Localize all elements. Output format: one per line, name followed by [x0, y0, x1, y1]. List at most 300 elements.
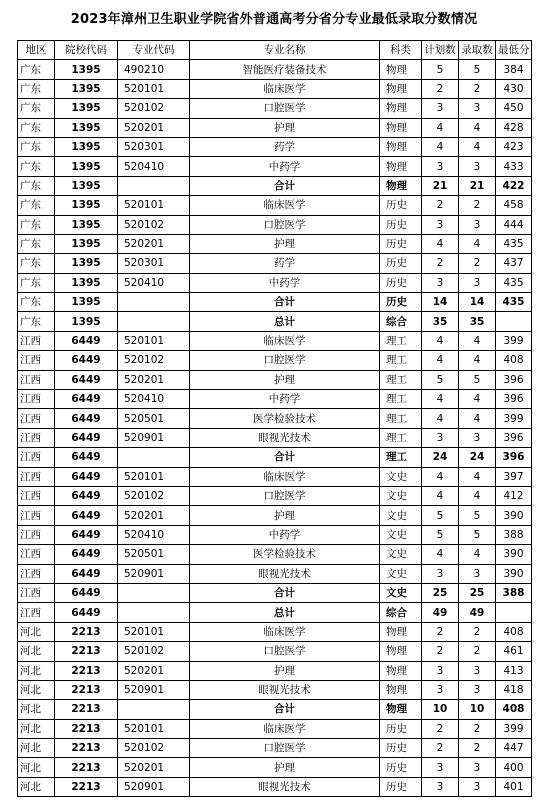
major-name-cell: 眼视光技术 [190, 564, 380, 583]
plan-count-cell: 3 [422, 99, 459, 118]
major-code-cell: 520101 [118, 79, 190, 98]
admitted-count-cell: 4 [459, 390, 496, 409]
plan-count-cell: 2 [422, 739, 459, 758]
plan-count-cell: 5 [422, 525, 459, 544]
admitted-count-cell: 2 [459, 719, 496, 738]
major-code-cell: 520102 [118, 739, 190, 758]
min-score-cell: 390 [496, 564, 532, 583]
major-name-cell: 临床医学 [190, 719, 380, 738]
plan-count-cell: 21 [422, 176, 459, 195]
region-cell: 河北 [18, 661, 55, 680]
region-cell: 广东 [18, 157, 55, 176]
table-row [18, 409, 532, 428]
region-cell: 江西 [18, 448, 55, 467]
major-name-cell: 中药学 [190, 390, 380, 409]
category-cell: 物理 [380, 642, 422, 661]
plan-count-cell: 3 [422, 157, 459, 176]
table-row [18, 603, 532, 622]
region-cell: 广东 [18, 79, 55, 98]
table-row [18, 739, 532, 758]
category-cell: 历史 [380, 234, 422, 253]
table-row [18, 700, 532, 719]
table-row [18, 331, 532, 350]
min-score-cell: 396 [496, 390, 532, 409]
plan-count-cell: 24 [422, 448, 459, 467]
major-name-cell: 口腔医学 [190, 215, 380, 234]
major-code-cell: 520101 [118, 196, 190, 215]
table-row [18, 758, 532, 777]
major-code-cell: 520101 [118, 331, 190, 350]
plan-count-cell: 4 [422, 351, 459, 370]
min-score-cell: 447 [496, 739, 532, 758]
admitted-count-cell: 24 [459, 448, 496, 467]
admitted-count-cell: 3 [459, 157, 496, 176]
major-name-cell: 临床医学 [190, 622, 380, 641]
min-score-cell: 437 [496, 254, 532, 273]
plan-count-cell: 5 [422, 370, 459, 389]
major-name-cell: 护理 [190, 661, 380, 680]
admitted-count-cell: 4 [459, 118, 496, 137]
school-code-cell: 6449 [55, 583, 118, 602]
admitted-count-cell: 10 [459, 700, 496, 719]
major-name-cell: 眼视光技术 [190, 680, 380, 699]
major-name-cell: 合计 [190, 700, 380, 719]
table-row [18, 448, 532, 467]
plan-count-cell: 3 [422, 428, 459, 447]
admitted-count-cell: 21 [459, 176, 496, 195]
min-score-cell: 418 [496, 680, 532, 699]
min-score-cell: 435 [496, 293, 532, 312]
category-cell: 文史 [380, 525, 422, 544]
plan-count-cell: 14 [422, 293, 459, 312]
min-score-cell: 399 [496, 331, 532, 350]
plan-count-cell: 2 [422, 79, 459, 98]
region-cell: 江西 [18, 370, 55, 389]
plan-count-cell: 4 [422, 234, 459, 253]
region-cell: 河北 [18, 758, 55, 777]
min-score-cell: 399 [496, 719, 532, 738]
category-cell: 物理 [380, 157, 422, 176]
major-name-cell: 医学检验技术 [190, 545, 380, 564]
major-code-cell [118, 448, 190, 467]
major-name-cell: 口腔医学 [190, 351, 380, 370]
min-score-cell: 396 [496, 370, 532, 389]
plan-count-cell: 2 [422, 719, 459, 738]
table-row [18, 157, 532, 176]
min-score-cell: 396 [496, 448, 532, 467]
min-score-cell: 399 [496, 409, 532, 428]
table-row [18, 525, 532, 544]
min-score-cell: 408 [496, 700, 532, 719]
major-name-cell: 口腔医学 [190, 99, 380, 118]
major-code-cell: 520501 [118, 545, 190, 564]
min-score-cell: 433 [496, 157, 532, 176]
category-cell: 历史 [380, 293, 422, 312]
admitted-count-cell: 2 [459, 79, 496, 98]
major-name-cell: 中药学 [190, 525, 380, 544]
min-score-cell [496, 603, 532, 622]
region-cell: 广东 [18, 196, 55, 215]
region-cell: 江西 [18, 506, 55, 525]
major-code-cell [118, 603, 190, 622]
region-cell: 河北 [18, 739, 55, 758]
category-cell: 理工 [380, 409, 422, 428]
region-cell: 河北 [18, 642, 55, 661]
table-row [18, 79, 532, 98]
region-cell: 江西 [18, 390, 55, 409]
admitted-count-cell: 2 [459, 642, 496, 661]
major-code-cell: 520201 [118, 370, 190, 389]
category-cell: 物理 [380, 661, 422, 680]
school-code-cell: 2213 [55, 700, 118, 719]
plan-count-cell: 3 [422, 680, 459, 699]
major-name-cell: 中药学 [190, 273, 380, 292]
category-cell: 文史 [380, 506, 422, 525]
table-row [18, 234, 532, 253]
school-code-cell: 2213 [55, 661, 118, 680]
school-code-cell: 6449 [55, 331, 118, 350]
min-score-cell: 435 [496, 273, 532, 292]
min-score-cell: 422 [496, 176, 532, 195]
table-row [18, 196, 532, 215]
major-code-cell: 520102 [118, 642, 190, 661]
category-cell: 理工 [380, 351, 422, 370]
major-code-cell: 520201 [118, 661, 190, 680]
plan-count-cell: 35 [422, 312, 459, 331]
major-code-cell: 520410 [118, 157, 190, 176]
category-cell: 理工 [380, 331, 422, 350]
header-min-score: 最低分 [496, 41, 532, 60]
major-code-cell: 520410 [118, 390, 190, 409]
admitted-count-cell: 5 [459, 60, 496, 79]
major-name-cell: 眼视光技术 [190, 428, 380, 447]
school-code-cell: 1395 [55, 196, 118, 215]
min-score-cell: 458 [496, 196, 532, 215]
min-score-cell: 397 [496, 467, 532, 486]
region-cell: 广东 [18, 60, 55, 79]
admitted-count-cell: 5 [459, 506, 496, 525]
major-code-cell: 520901 [118, 777, 190, 796]
major-name-cell: 药学 [190, 137, 380, 156]
school-code-cell: 6449 [55, 467, 118, 486]
school-code-cell: 2213 [55, 680, 118, 699]
major-name-cell: 智能医疗装备技术 [190, 60, 380, 79]
admitted-count-cell: 14 [459, 293, 496, 312]
school-code-cell: 2213 [55, 642, 118, 661]
school-code-cell: 2213 [55, 777, 118, 796]
region-cell: 广东 [18, 273, 55, 292]
major-code-cell [118, 312, 190, 331]
header-row [18, 41, 532, 60]
major-name-cell: 口腔医学 [190, 642, 380, 661]
region-cell: 河北 [18, 777, 55, 796]
region-cell: 江西 [18, 545, 55, 564]
category-cell: 文史 [380, 583, 422, 602]
region-cell: 广东 [18, 99, 55, 118]
min-score-cell [496, 312, 532, 331]
plan-count-cell: 3 [422, 564, 459, 583]
region-cell: 广东 [18, 293, 55, 312]
min-score-cell: 435 [496, 234, 532, 253]
region-cell: 广东 [18, 137, 55, 156]
school-code-cell: 6449 [55, 486, 118, 505]
category-cell: 理工 [380, 370, 422, 389]
major-name-cell: 医学检验技术 [190, 409, 380, 428]
min-score-cell: 461 [496, 642, 532, 661]
plan-count-cell: 5 [422, 60, 459, 79]
region-cell: 江西 [18, 486, 55, 505]
min-score-cell: 401 [496, 777, 532, 796]
major-code-cell: 490210 [118, 60, 190, 79]
major-name-cell: 临床医学 [190, 467, 380, 486]
table-row [18, 254, 532, 273]
major-code-cell: 520901 [118, 428, 190, 447]
school-code-cell: 1395 [55, 273, 118, 292]
major-name-cell: 合计 [190, 176, 380, 195]
table-row [18, 564, 532, 583]
school-code-cell: 1395 [55, 137, 118, 156]
table-row [18, 176, 532, 195]
category-cell: 物理 [380, 622, 422, 641]
school-code-cell: 1395 [55, 215, 118, 234]
major-code-cell: 520102 [118, 486, 190, 505]
min-score-cell: 396 [496, 428, 532, 447]
table-row [18, 777, 532, 796]
category-cell: 历史 [380, 777, 422, 796]
category-cell: 物理 [380, 700, 422, 719]
min-score-cell: 412 [496, 486, 532, 505]
region-cell: 江西 [18, 603, 55, 622]
category-cell: 综合 [380, 603, 422, 622]
region-cell: 江西 [18, 467, 55, 486]
category-cell: 历史 [380, 758, 422, 777]
table-row [18, 312, 532, 331]
school-code-cell: 2213 [55, 719, 118, 738]
school-code-cell: 1395 [55, 79, 118, 98]
table-row [18, 273, 532, 292]
plan-count-cell: 2 [422, 622, 459, 641]
school-code-cell: 6449 [55, 545, 118, 564]
header-admitted-count: 录取数 [459, 41, 496, 60]
admitted-count-cell: 3 [459, 428, 496, 447]
table-row [18, 137, 532, 156]
region-cell: 河北 [18, 622, 55, 641]
region-cell: 广东 [18, 254, 55, 273]
region-cell: 广东 [18, 215, 55, 234]
school-code-cell: 2213 [55, 758, 118, 777]
region-cell: 江西 [18, 351, 55, 370]
major-code-cell: 520301 [118, 254, 190, 273]
major-code-cell: 520101 [118, 622, 190, 641]
admitted-count-cell: 2 [459, 739, 496, 758]
table-row [18, 719, 532, 738]
category-cell: 文史 [380, 545, 422, 564]
region-cell: 广东 [18, 234, 55, 253]
min-score-cell: 390 [496, 506, 532, 525]
table-row [18, 60, 532, 79]
admitted-count-cell: 5 [459, 370, 496, 389]
plan-count-cell: 3 [422, 777, 459, 796]
min-score-cell: 430 [496, 79, 532, 98]
major-name-cell: 总计 [190, 603, 380, 622]
school-code-cell: 1395 [55, 99, 118, 118]
admitted-count-cell: 35 [459, 312, 496, 331]
category-cell: 文史 [380, 467, 422, 486]
header-school-code: 院校代码 [55, 41, 118, 60]
plan-count-cell: 4 [422, 545, 459, 564]
table-body [18, 60, 532, 797]
major-code-cell: 520102 [118, 99, 190, 118]
region-cell: 广东 [18, 176, 55, 195]
category-cell: 理工 [380, 390, 422, 409]
plan-count-cell: 3 [422, 758, 459, 777]
school-code-cell: 2213 [55, 739, 118, 758]
category-cell: 理工 [380, 428, 422, 447]
min-score-cell: 408 [496, 351, 532, 370]
min-score-cell: 413 [496, 661, 532, 680]
plan-count-cell: 4 [422, 486, 459, 505]
table-row [18, 583, 532, 602]
admitted-count-cell: 3 [459, 564, 496, 583]
admitted-count-cell: 3 [459, 661, 496, 680]
major-code-cell: 520410 [118, 273, 190, 292]
table-row [18, 486, 532, 505]
region-cell: 江西 [18, 564, 55, 583]
region-cell: 广东 [18, 118, 55, 137]
plan-count-cell: 25 [422, 583, 459, 602]
major-name-cell: 临床医学 [190, 196, 380, 215]
school-code-cell: 1395 [55, 312, 118, 331]
major-code-cell: 520201 [118, 506, 190, 525]
school-code-cell: 2213 [55, 622, 118, 641]
admitted-count-cell: 3 [459, 99, 496, 118]
school-code-cell: 1395 [55, 157, 118, 176]
school-code-cell: 6449 [55, 428, 118, 447]
table-row [18, 506, 532, 525]
table-row [18, 545, 532, 564]
major-code-cell: 520201 [118, 118, 190, 137]
school-code-cell: 6449 [55, 390, 118, 409]
major-code-cell: 520102 [118, 215, 190, 234]
major-code-cell [118, 176, 190, 195]
admitted-count-cell: 4 [459, 486, 496, 505]
region-cell: 河北 [18, 719, 55, 738]
major-code-cell: 520301 [118, 137, 190, 156]
admitted-count-cell: 3 [459, 758, 496, 777]
major-code-cell [118, 583, 190, 602]
category-cell: 历史 [380, 273, 422, 292]
region-cell: 江西 [18, 331, 55, 350]
plan-count-cell: 2 [422, 196, 459, 215]
admitted-count-cell: 25 [459, 583, 496, 602]
major-code-cell [118, 293, 190, 312]
region-cell: 广东 [18, 312, 55, 331]
major-code-cell: 520101 [118, 467, 190, 486]
document-title: 2023年漳州卫生职业学院省外普通高考分省分专业最低录取分数情况 [70, 12, 478, 27]
school-code-cell: 1395 [55, 234, 118, 253]
header-plan-count: 计划数 [422, 41, 459, 60]
school-code-cell: 1395 [55, 60, 118, 79]
school-code-cell: 6449 [55, 370, 118, 389]
category-cell: 历史 [380, 739, 422, 758]
admitted-count-cell: 3 [459, 273, 496, 292]
major-name-cell: 护理 [190, 234, 380, 253]
plan-count-cell: 4 [422, 331, 459, 350]
major-code-cell: 520101 [118, 719, 190, 738]
admitted-count-cell: 3 [459, 215, 496, 234]
admitted-count-cell: 4 [459, 351, 496, 370]
admitted-count-cell: 49 [459, 603, 496, 622]
major-name-cell: 临床医学 [190, 79, 380, 98]
region-cell: 江西 [18, 525, 55, 544]
school-code-cell: 1395 [55, 118, 118, 137]
min-score-cell: 408 [496, 622, 532, 641]
major-name-cell: 护理 [190, 506, 380, 525]
major-code-cell: 520901 [118, 680, 190, 699]
plan-count-cell: 49 [422, 603, 459, 622]
plan-count-cell: 3 [422, 661, 459, 680]
min-score-cell: 400 [496, 758, 532, 777]
category-cell: 理工 [380, 448, 422, 467]
plan-count-cell: 5 [422, 506, 459, 525]
header-major-name: 专业名称 [190, 41, 380, 60]
major-code-cell: 520901 [118, 564, 190, 583]
plan-count-cell: 2 [422, 254, 459, 273]
major-name-cell: 护理 [190, 118, 380, 137]
school-code-cell: 6449 [55, 448, 118, 467]
table-row [18, 467, 532, 486]
major-name-cell: 护理 [190, 758, 380, 777]
min-score-cell: 390 [496, 545, 532, 564]
admitted-count-cell: 3 [459, 680, 496, 699]
school-code-cell: 6449 [55, 351, 118, 370]
table-row [18, 118, 532, 137]
table-row [18, 293, 532, 312]
table-row [18, 622, 532, 641]
min-score-cell: 423 [496, 137, 532, 156]
admitted-count-cell: 4 [459, 467, 496, 486]
category-cell: 物理 [380, 680, 422, 699]
major-name-cell: 护理 [190, 370, 380, 389]
school-code-cell: 6449 [55, 564, 118, 583]
header-major-code: 专业代码 [118, 41, 190, 60]
major-code-cell [118, 700, 190, 719]
admitted-count-cell: 4 [459, 234, 496, 253]
major-name-cell: 临床医学 [190, 331, 380, 350]
region-cell: 江西 [18, 409, 55, 428]
admitted-count-cell: 4 [459, 331, 496, 350]
table-row [18, 428, 532, 447]
school-code-cell: 6449 [55, 603, 118, 622]
plan-count-cell: 4 [422, 118, 459, 137]
header-region: 地区 [18, 41, 55, 60]
table-row [18, 642, 532, 661]
min-score-cell: 450 [496, 99, 532, 118]
major-code-cell: 520201 [118, 758, 190, 777]
school-code-cell: 1395 [55, 254, 118, 273]
min-score-cell: 384 [496, 60, 532, 79]
category-cell: 物理 [380, 99, 422, 118]
category-cell: 文史 [380, 486, 422, 505]
major-code-cell: 520501 [118, 409, 190, 428]
admitted-count-cell: 2 [459, 254, 496, 273]
admitted-count-cell: 4 [459, 409, 496, 428]
category-cell: 历史 [380, 215, 422, 234]
plan-count-cell: 10 [422, 700, 459, 719]
min-score-cell: 444 [496, 215, 532, 234]
major-code-cell: 520410 [118, 525, 190, 544]
table-row [18, 370, 532, 389]
